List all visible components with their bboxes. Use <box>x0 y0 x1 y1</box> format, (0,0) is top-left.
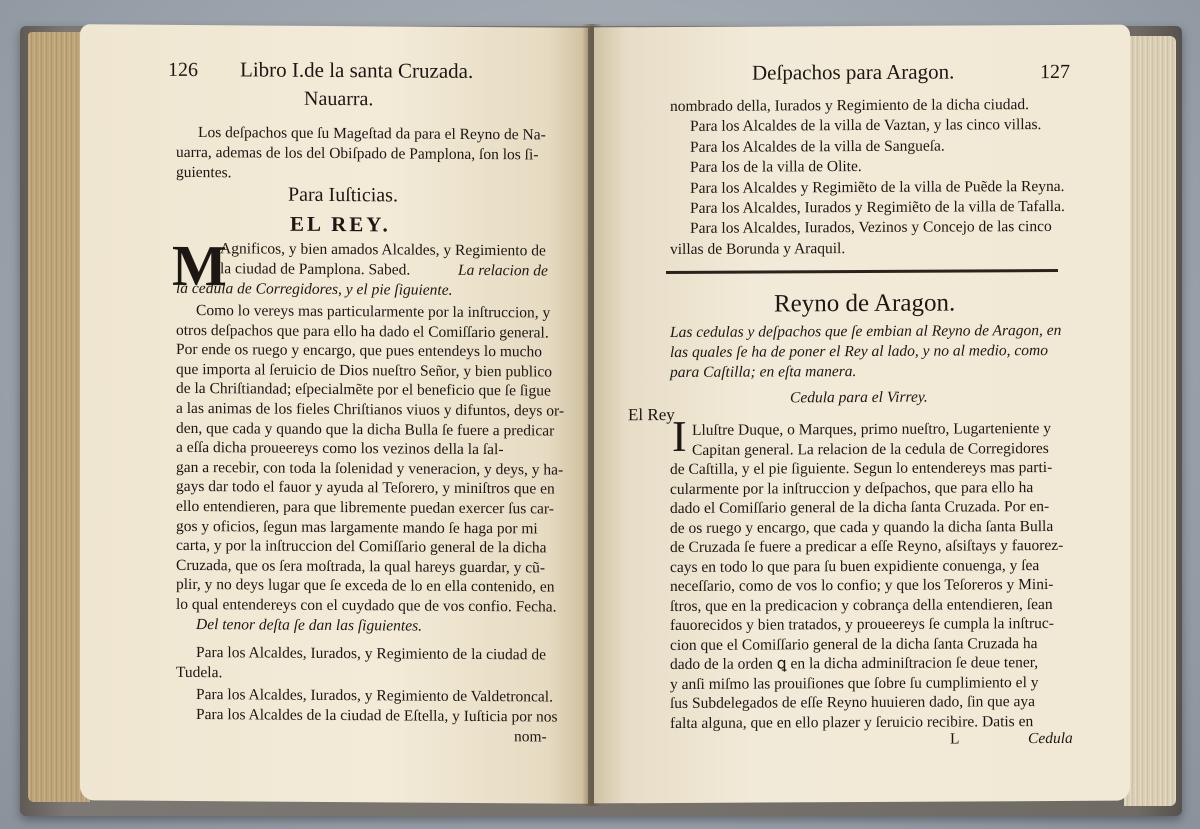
el-rey-heading: EL REY. <box>290 211 391 237</box>
right-page-number: 127 <box>1040 60 1070 84</box>
right-running-head: Deſpachos para Aragon. <box>752 59 955 85</box>
page-edges-right <box>1124 36 1176 806</box>
dropcap-i: I <box>672 411 687 461</box>
text-line: Para los Alcaldes de la villa de Sangueſa. <box>690 137 945 156</box>
text-line: Capitan general. La relacion de la cedula de Corregidores <box>692 439 1049 459</box>
divider-rule <box>666 269 1058 274</box>
section-title-aragon: Reyno de Aragon. <box>774 289 956 318</box>
text-line: gos y oficios, ſegun mas largamente mando ſe haga por mi <box>176 517 538 538</box>
list-line: Para los Alcaldes, Iurados, y Regimiento de Valdetroncal. <box>196 686 553 706</box>
text-line: que importa al ſeruicio de Dios nueſtro Señor, y bien publico <box>176 360 553 381</box>
text-line: cularmente por la inſtruccion y deſpachos, que para ello ha <box>670 478 1034 498</box>
italic-intro-line: Las cedulas y deſpachos que ſe embian al Reyno de Aragon, en <box>670 321 1062 342</box>
text-line: cion que el Comiſſario general de la dicha ſanta Cruzada ha <box>670 634 1038 654</box>
text-line: den, que cada y quando que la dicha Bulla ſe fuere a predicar <box>176 419 555 440</box>
list-line: Para los Alcaldes de la ciudad de Eſtella, y Iuſticia por nos <box>196 706 558 726</box>
text-line: de la Chriſtiandad; eſpecialmẽte por el beneficio que ſe ſigue <box>176 380 551 400</box>
signature-mark: L <box>950 730 960 748</box>
margin-note-el-rey: El Rey <box>628 404 675 425</box>
text-line: lo qual entendereys con el cuydado que de vos confio. Fecha. <box>176 595 557 616</box>
intro-line: guientes. <box>176 163 232 182</box>
text-line: dado el Comiſſario general de la dicha ſanta Cruzada. Por en- <box>670 498 1050 518</box>
left-running-head: Libro I.de la santa Cruzada. <box>240 57 474 83</box>
text-line: a eſſa dicha proueereys como los vezinos della la ſal- <box>176 439 504 459</box>
text-line: Para los Alcaldes, Iurados y Regimiẽto de la villa de Tafalla. <box>690 197 1065 217</box>
italic-intro-line: para Caſtilla; en eſta manera. <box>670 363 857 382</box>
text-line: Para los de la villa de Olite. <box>690 158 862 177</box>
text-line: villas de Borunda y Araquil. <box>670 239 846 258</box>
text-line: otros deſpachos que para ello ha dado el Comiſſario general. <box>176 321 549 342</box>
text-line: de Caſtilla, y el pie ſiguiente. Segun lo entendereys mas parti- <box>670 459 1053 479</box>
left-catchword: nom- <box>514 728 547 746</box>
section-title-navarra: Nauarra. <box>304 87 374 111</box>
text-line: ſtros, que en la predicacion y cobrança della entendieren, ſean <box>670 595 1053 615</box>
body-line: la ciudad de Pamplona. Sabed. <box>220 260 411 279</box>
text-line: Para los Alcaldes, Iurados, Vezinos y Concejo de las cinco <box>690 218 1052 238</box>
text-line: dado de la orden ꝗ en la dicha adminiſtracion ſe deue tener, <box>670 654 1039 674</box>
text-line: Cruzada, que os ſera moſtrada, la qual hareys guardar, y cũ- <box>176 556 546 577</box>
list-line: Tudela. <box>176 663 223 682</box>
text-line: y anſi miſmo las prouiſiones que ſobre ſu cumplimiento el y <box>670 673 1039 693</box>
text-line: ello entendieren, para que libremente puedan exercer ſus car- <box>176 497 554 518</box>
subheading-justicias: Para Iuſticias. <box>288 183 398 207</box>
intro-line: uarra, ademas de los del Obiſpado de Pamplona, ſon los ſi- <box>176 143 539 164</box>
text-line: falta alguna, que en ello plazer y ſeruicio recibire. Datis en <box>670 712 1034 732</box>
left-page-number: 126 <box>168 58 198 82</box>
text-line: de Cruzada ſe fuere a predicar a eſſe Reyno, aſsiſtays y fauorez- <box>670 536 1064 557</box>
intro-line: Los deſpachos que ſu Mageſtad da para el Reyno de Na- <box>198 124 546 144</box>
text-line: de os ruego y encargo, que cada y quando la dicha ſanta Bulla <box>670 517 1054 537</box>
text-line: gan a recebir, con toda la ſolenidad y veneracion, y deys, y ha- <box>176 458 564 479</box>
text-line: nombrado della, Iurados y Regimiento de la dicha ciudad. <box>670 96 1029 116</box>
text-line: carta, y por la inſtruccion del Comiſſario general de la dicha <box>176 537 547 557</box>
italic-intro-line: las quales ſe ha de poner el Rey al lado, y no al medio, como <box>670 342 1048 362</box>
text-line: Por ende os ruego y encargo, que pues entendeys lo mucho <box>176 341 543 361</box>
body-line: Agnificos, y bien amados Alcaldes, y Regimiento de <box>220 240 546 260</box>
open-book <box>14 6 1186 824</box>
text-line: ſus Subdelegados de eſſe Reyno huuieren dado, ſin que aya <box>670 693 1036 713</box>
text-line: Para los Alcaldes de la villa de Vaztan, y las cinco villas. <box>690 116 1042 136</box>
text-line: cays en todo lo que para ſu buen expidiente conuenga, y ſea <box>670 556 1040 576</box>
cedula-heading: Cedula para el Virrey. <box>790 388 928 407</box>
text-line: gays dar todo el fauor y ayuda al Teſorero, y miniſtros que en <box>176 478 555 498</box>
text-line: neceſſario, como de vos lo confio; y que los Teſoreros y Mini- <box>670 575 1054 596</box>
text-line: Como lo vereys mas particularmente por la inſtruccion, y <box>196 302 551 322</box>
tenor-line: Del tenor deſta ſe dan las ſiguientes. <box>196 616 423 635</box>
text-line: fauorecidos y bien tratados, y proueereys ſe cumpla la inſtruc- <box>670 614 1054 635</box>
body-line-italic: La relacion de <box>458 261 548 280</box>
list-line: Para los Alcaldes, Iurados, y Regimiento de la ciudad de <box>196 644 546 664</box>
dropcap-m: M <box>172 232 227 299</box>
right-catchword: Cedula <box>1028 729 1073 748</box>
text-line: a las animas de los fieles Chriſtianos viuos y difuntos, deys or- <box>176 399 564 420</box>
text-line: plir, y no deys lugar que ſe exceda de lo en ella contenido, en <box>176 576 555 596</box>
right-page <box>594 25 1130 804</box>
text-line: Lluſtre Duque, o Marques, primo nueſtro, Lugarteniente y <box>692 420 1051 439</box>
italic-line: la cedula de Corregidores, y el pie ſiguiente. <box>176 279 453 299</box>
left-page <box>80 24 588 804</box>
text-line: Para los Alcaldes y Regimiẽto de la villa de Puẽde la Reyna. <box>690 177 1065 197</box>
